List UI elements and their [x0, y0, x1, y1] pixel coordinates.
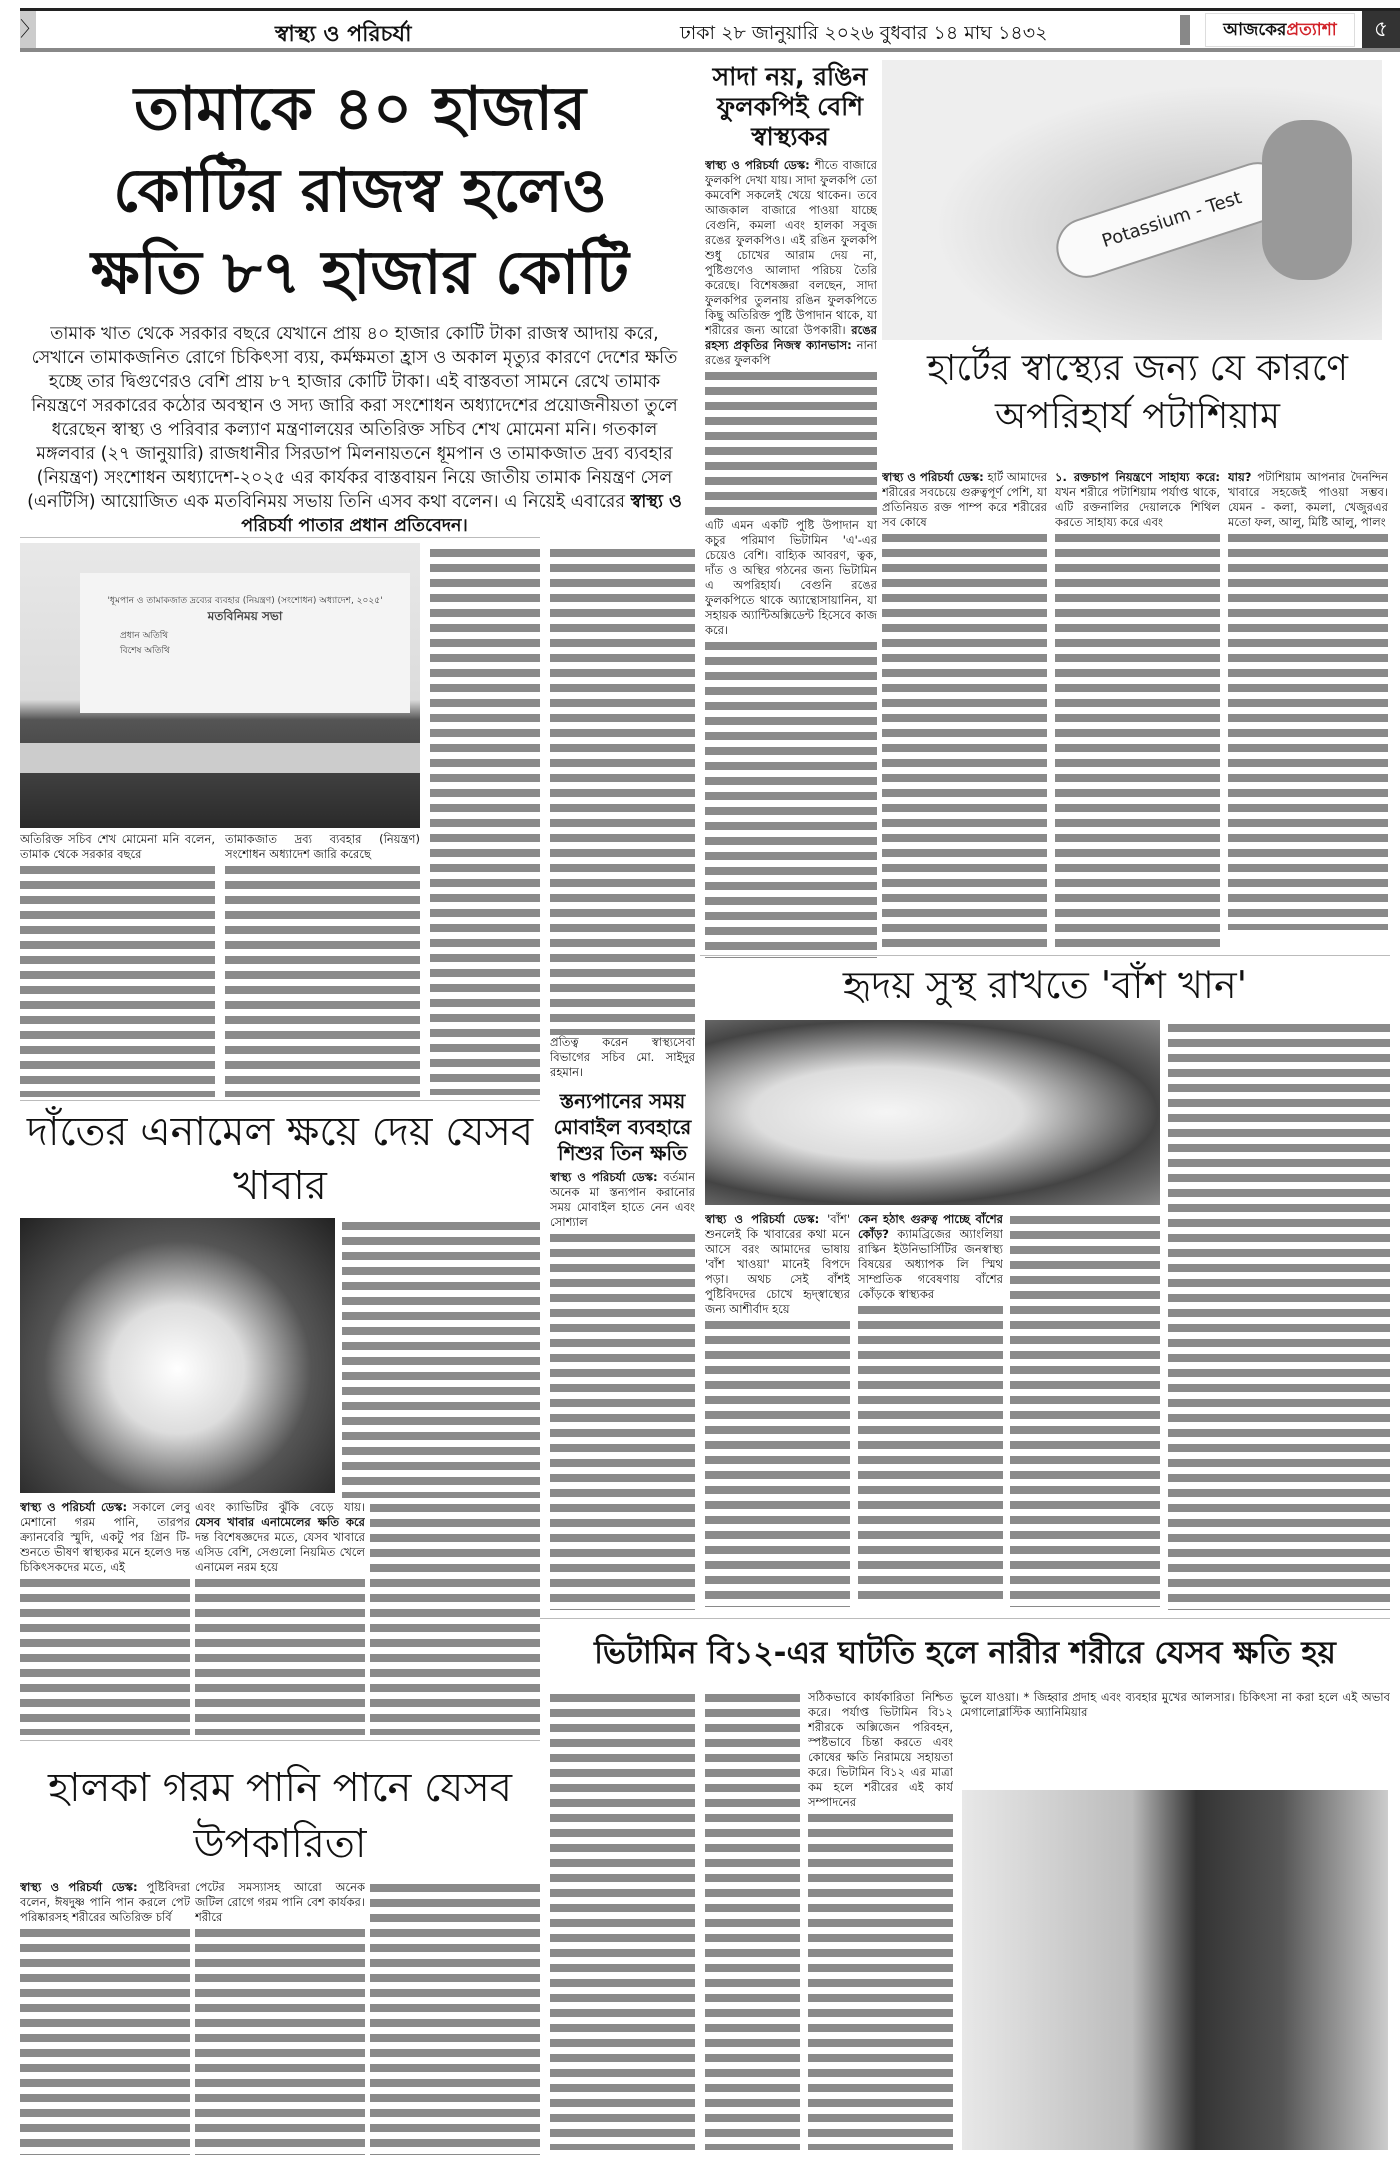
lead-headline: তামাকে ৪০ হাজার কোটির রাজস্ব হলেও ক্ষতি ৮৭ হাজার কোটি	[91, 74, 629, 308]
previous-page-arrow-icon[interactable]: 〉	[20, 11, 36, 48]
section-title: স্বাস্থ্য ও পরিচর্যা	[275, 22, 412, 47]
woman-photo	[962, 1790, 1388, 2150]
logo-text-a: আজকের	[1223, 20, 1287, 40]
meeting-banner	[80, 573, 410, 713]
logo-text-b: প্রত্যাশা	[1286, 20, 1337, 40]
page-number: ৫	[1362, 11, 1400, 48]
teeth-body-col3	[370, 1500, 540, 1735]
b12-body-col2	[705, 1690, 800, 2150]
banner-title: 'ধূমপান ও তামাকজাত দ্রব্যের ব্যবহার (নিয়ন্ত্রণ) (সংশোধন) অধ্যাদেশ, ২০২৫'	[107, 596, 383, 606]
bamboo-headline: হৃদয় সুস্থ রাখতে 'বাঁশ খান'	[842, 963, 1248, 1007]
lead-body-col2: তামাকজাত দ্রব্য ব্যবহার (নিয়ন্ত্রণ) সংশোধন অধ্যাদেশ জারি করেছে	[225, 832, 420, 1097]
lead-intro-text: তামাক খাত থেকে সরকার বছরে যেখানে প্রায় ৪০ হাজার কোটি টাকা রাজস্ব আদায় করে, সেখানে তামাকজনিত রোগে চিকিৎসা ব্যয়, কর্মক্ষমতা হ্রাস ও অকাল মৃত্যুর কারণে দেশের ক্ষতি হচ্ছে তার দ্বিগুণেরও বেশি প্রায় ৮৭ হাজার কোটি টাকা। এই বাস্তবতা সামনে রেখে তামাক নিয়ন্ত্রণে সরকারের কঠোর অবস্থান ও সদ্য জারি করা সংশোধন অধ্যাদেশের প্রয়োজনীয়তা তুলে ধরেছেন স্বাস্থ্য ও পরিবার কল্যাণ মন্ত্রণালয়ের অতিরিক্ত সচিব শেখ মোমেনা মনি। গতকাল মঙ্গলবার (২৭ জানুয়ারি) রাজধানীর সিরডাপ মিলনায়তনে ধূমপান ও তামাকজাত দ্রব্য ব্যবহার (নিয়ন্ত্রণ) সংশোধন অধ্যাদেশ-২০২৫ এর কার্যকর বাস্তবায়ন নিয়ে জাতীয় তামাক নিয়ন্ত্রণ সেল (এনটিসি) আয়োজিত এক মতবিনিময় সভায় তিনি এসব কথা বলেন। এ নিয়েই এবারের	[27, 324, 678, 512]
lead-body-col1: অতিরিক্ত সচিব শেখ মোমেনা মনি বলেন, তামাক থেকে সরকার বছরে	[20, 832, 215, 1097]
test-vial: Potassium - Test	[1049, 154, 1296, 285]
lead-body-col4: প্রতিত্ব করেন স্বাস্থ্যসেবা বিভাগের সচিব মো. সাইদুর রহমান।	[550, 545, 695, 1080]
warm-water-body-col3	[370, 1880, 540, 2155]
bamboo-body-col2: কেন হঠাৎ গুরুত্ব পাচ্ছে বাঁশের কোঁড়? ক্যামব্রিজের অ্যাংলিয়া রাস্কিন ইউনিভার্সিটির জনস্বাস্থ্য বিষয়ের অধ্যাপক লি স্মিথ সাম্প্রতিক গবেষণায় বাঁশের কোঁড়কে স্বাস্থ্যকর	[858, 1212, 1003, 1607]
teeth-lemon-photo	[20, 1218, 335, 1493]
potassium-headline: হার্টের স্বাস্থ্যের জন্য যে কারণে অপরিহার্য পটাশিয়াম	[926, 348, 1349, 437]
meeting-photo	[20, 543, 420, 828]
breastfeeding-body: স্বাস্থ্য ও পরিচর্যা ডেস্ক: বর্তমান অনেক মা স্তন্যপান করানোর সময় মোবাইল হাতে নেন এবং সোশ্যাল	[550, 1170, 695, 1610]
potassium-body-col2: ১. রক্তচাপ নিয়ন্ত্রণে সাহায্য করে: যখন শরীরে পটাশিয়াম পর্যাপ্ত থাকে, এটি রক্তনালির দেয়ালকে শিথিল করতে সাহায্য করে এবং	[1055, 470, 1220, 950]
warm-water-headline: হালকা গরম পানি পানে যেসব উপকারিতা	[47, 1765, 513, 1867]
lead-intro	[22, 322, 687, 538]
bamboo-body-col1: স্বাস্থ্য ও পরিচর্যা ডেস্ক: 'বাঁশ' শুনলেই কি খাবারের কথা মনে আসে বরং আমাদের ভাষায় 'বাঁশ খাওয়া' মানেই বিপদে পড়া। অথচ সেই বাঁশই পুষ্টিবিদদের চোখে হৃদ্‌স্বাস্থ্যের জন্য আশীর্বাদ হয়ে	[705, 1212, 850, 1607]
banner-chief-guest: প্রধান অতিথি	[120, 631, 169, 641]
b12-body-col1	[550, 1690, 695, 2150]
teeth-body-col2: এবং ক্যাভিটির ঝুঁকি বেড়ে যায়। যেসব খাবার এনামেলের ক্ষতি করে দন্ত বিশেষজ্ঞদের মতে, যেসব খাবারে এসিড বেশি, সেগুলো নিয়মিত খেলে এনামেল নরম হয়ে	[195, 1500, 365, 1735]
teeth-body-col1: স্বাস্থ্য ও পরিচর্যা ডেস্ক: সকালে লেবু মেশানো গরম পানি, তারপর ক্র্যানবেরি স্মুদি, একটু পর গ্রিন টি- শুনতে ভীষণ স্বাস্থ্যকর মনে হলেও দন্ত চিকিৎসকদের মতে, এই	[20, 1500, 190, 1735]
cauliflower-headline: সাদা নয়, রঙিন ফুলকপিই বেশি স্বাস্থ্যকর	[712, 62, 868, 151]
teeth-headline: দাঁতের এনামেল ক্ষয়ে দেয় যেসব খাবার	[26, 1109, 534, 1209]
teeth-body-col-top	[342, 1218, 540, 1498]
banner-subtitle: মতবিনিময় সভা	[207, 609, 283, 623]
banner-special-guest: বিশেষ অতিথি	[120, 646, 170, 656]
cauliflower-body: স্বাস্থ্য ও পরিচর্যা ডেস্ক: শীতে বাজারে ফুলকপি দেখা যায়। সাদা ফুলকপি তো কমবেশি সকলেই খেয়ে থাকেন। তবে আজকাল বাজারে পাওয়া যাচ্ছে বেগুনি, কমলা এবং হালকা সবুজ রঙের ফুলকপিও। এই রঙিন ফুলকপি শুধু চোখের আরাম দেয় না, পুষ্টিগুণেও আলাদা পরিচয় তৈরি করেছে। বিশেষজ্ঞরা বলছেন, সাদা ফুলকপির তুলনায় রঙিন ফুলকপিতে কিছু অতিরিক্ত পুষ্টি উপাদান থাকে, যা শরীরের জন্য আরো উপকারী। রঙের রহস্য প্রকৃতির নিজস্ব ক্যানভাস: নানা রঙের ফুলকপি এটি এমন একটি পুষ্টি উপাদান যা কচুর পরিমাণ ভিটামিন 'এ'-এর চেয়েও বেশি। বাহ্যিক আবরণ, ত্বক, দাঁত ও অস্থির গঠনের জন্য ভিটামিন এ অপরিহার্য। বেগুনি রঙের ফুলকপিতে থাকে অ্যান্থোসায়ানিন, যা সহায়ক অ্যান্টিঅক্সিডেন্ট হিসেবে কাজ করে।	[705, 158, 877, 958]
potassium-body-col3: যায়? পটাশিয়াম আপনার দৈনন্দিন খাবারে সহজেই পাওয়া সম্ভব। যেমন - কলা, কমলা, খেজুরএর মতো ফল, আলু, মিষ্টি আলু, পালং	[1228, 470, 1388, 950]
lead-body-col3	[430, 545, 540, 1095]
b12-body-col4: ভুলে যাওয়া। * জিহ্বার প্রদাহ এবং ব্যবহার মুখের আলসার। চিকিৎসা না করা হলে এই অভাব মেগালোব্লাস্টিক অ্যানিমিয়ার	[960, 1690, 1390, 1719]
page-header	[20, 8, 1400, 52]
warm-water-body-col1: স্বাস্থ্য ও পরিচর্যা ডেস্ক: পুষ্টিবিদরা বলেন, ঈষদুষ্ণ পানি পান করলে পেট পরিষ্কারসহ শরীরের অতিরিক্ত চর্বি	[20, 1880, 190, 2155]
lead-intro-bold: স্বাস্থ্য ও পরিচর্যা পাতার প্রধান প্রতিবেদন।	[241, 492, 682, 536]
bamboo-body-col4	[1168, 1020, 1390, 1610]
breastfeeding-headline: স্তন্যপানের সময় মোবাইল ব্যবহারে শিশুর তিন ক্ষতি	[553, 1089, 692, 1165]
b12-body-col3: সঠিকভাবে কার্যকারিতা নিশ্চিত করে। পর্যাপ্ত ভিটামিন বি১২ শরীরকে অক্সিজেন পরিবহন, স্পষ্টভাবে চিন্তা করতে এবং কোষের ক্ষতি নিরাময়ে সহায়তা করে। ভিটামিন বি১২ এর মাত্রা কম হলে শরীরের এই কার্য সম্পাদনের	[808, 1690, 953, 2150]
potassium-body-col1: স্বাস্থ্য ও পরিচর্যা ডেস্ক: হার্ট আমাদের শরীরের সবচেয়ে গুরুত্বপূর্ণ পেশি, যা প্রতিনিয়ত রক্ত পাম্প করে শরীরের সব কোষে	[882, 470, 1047, 950]
bamboo-shoots-photo	[705, 1020, 1160, 1205]
bamboo-body-col3	[1010, 1212, 1160, 1607]
newspaper-logo	[1205, 13, 1355, 47]
b12-headline: ভিটামিন বি১২-এর ঘাটতি হলে নারীর শরীরে যেসব ক্ষতি হয়	[594, 1635, 1336, 1671]
warm-water-body-col2: পেটের সমস্যাসহ আরো অনেক জটিল রোগে গরম পানি বেশ কার্যকর। শরীরে	[195, 1880, 365, 2155]
divider	[1180, 15, 1190, 45]
issue-date: ঢাকা ২৮ জানুয়ারি ২০২৬ বুধবার ১৪ মাঘ ১৪৩২	[680, 22, 1048, 44]
potassium-test-photo	[882, 60, 1382, 340]
